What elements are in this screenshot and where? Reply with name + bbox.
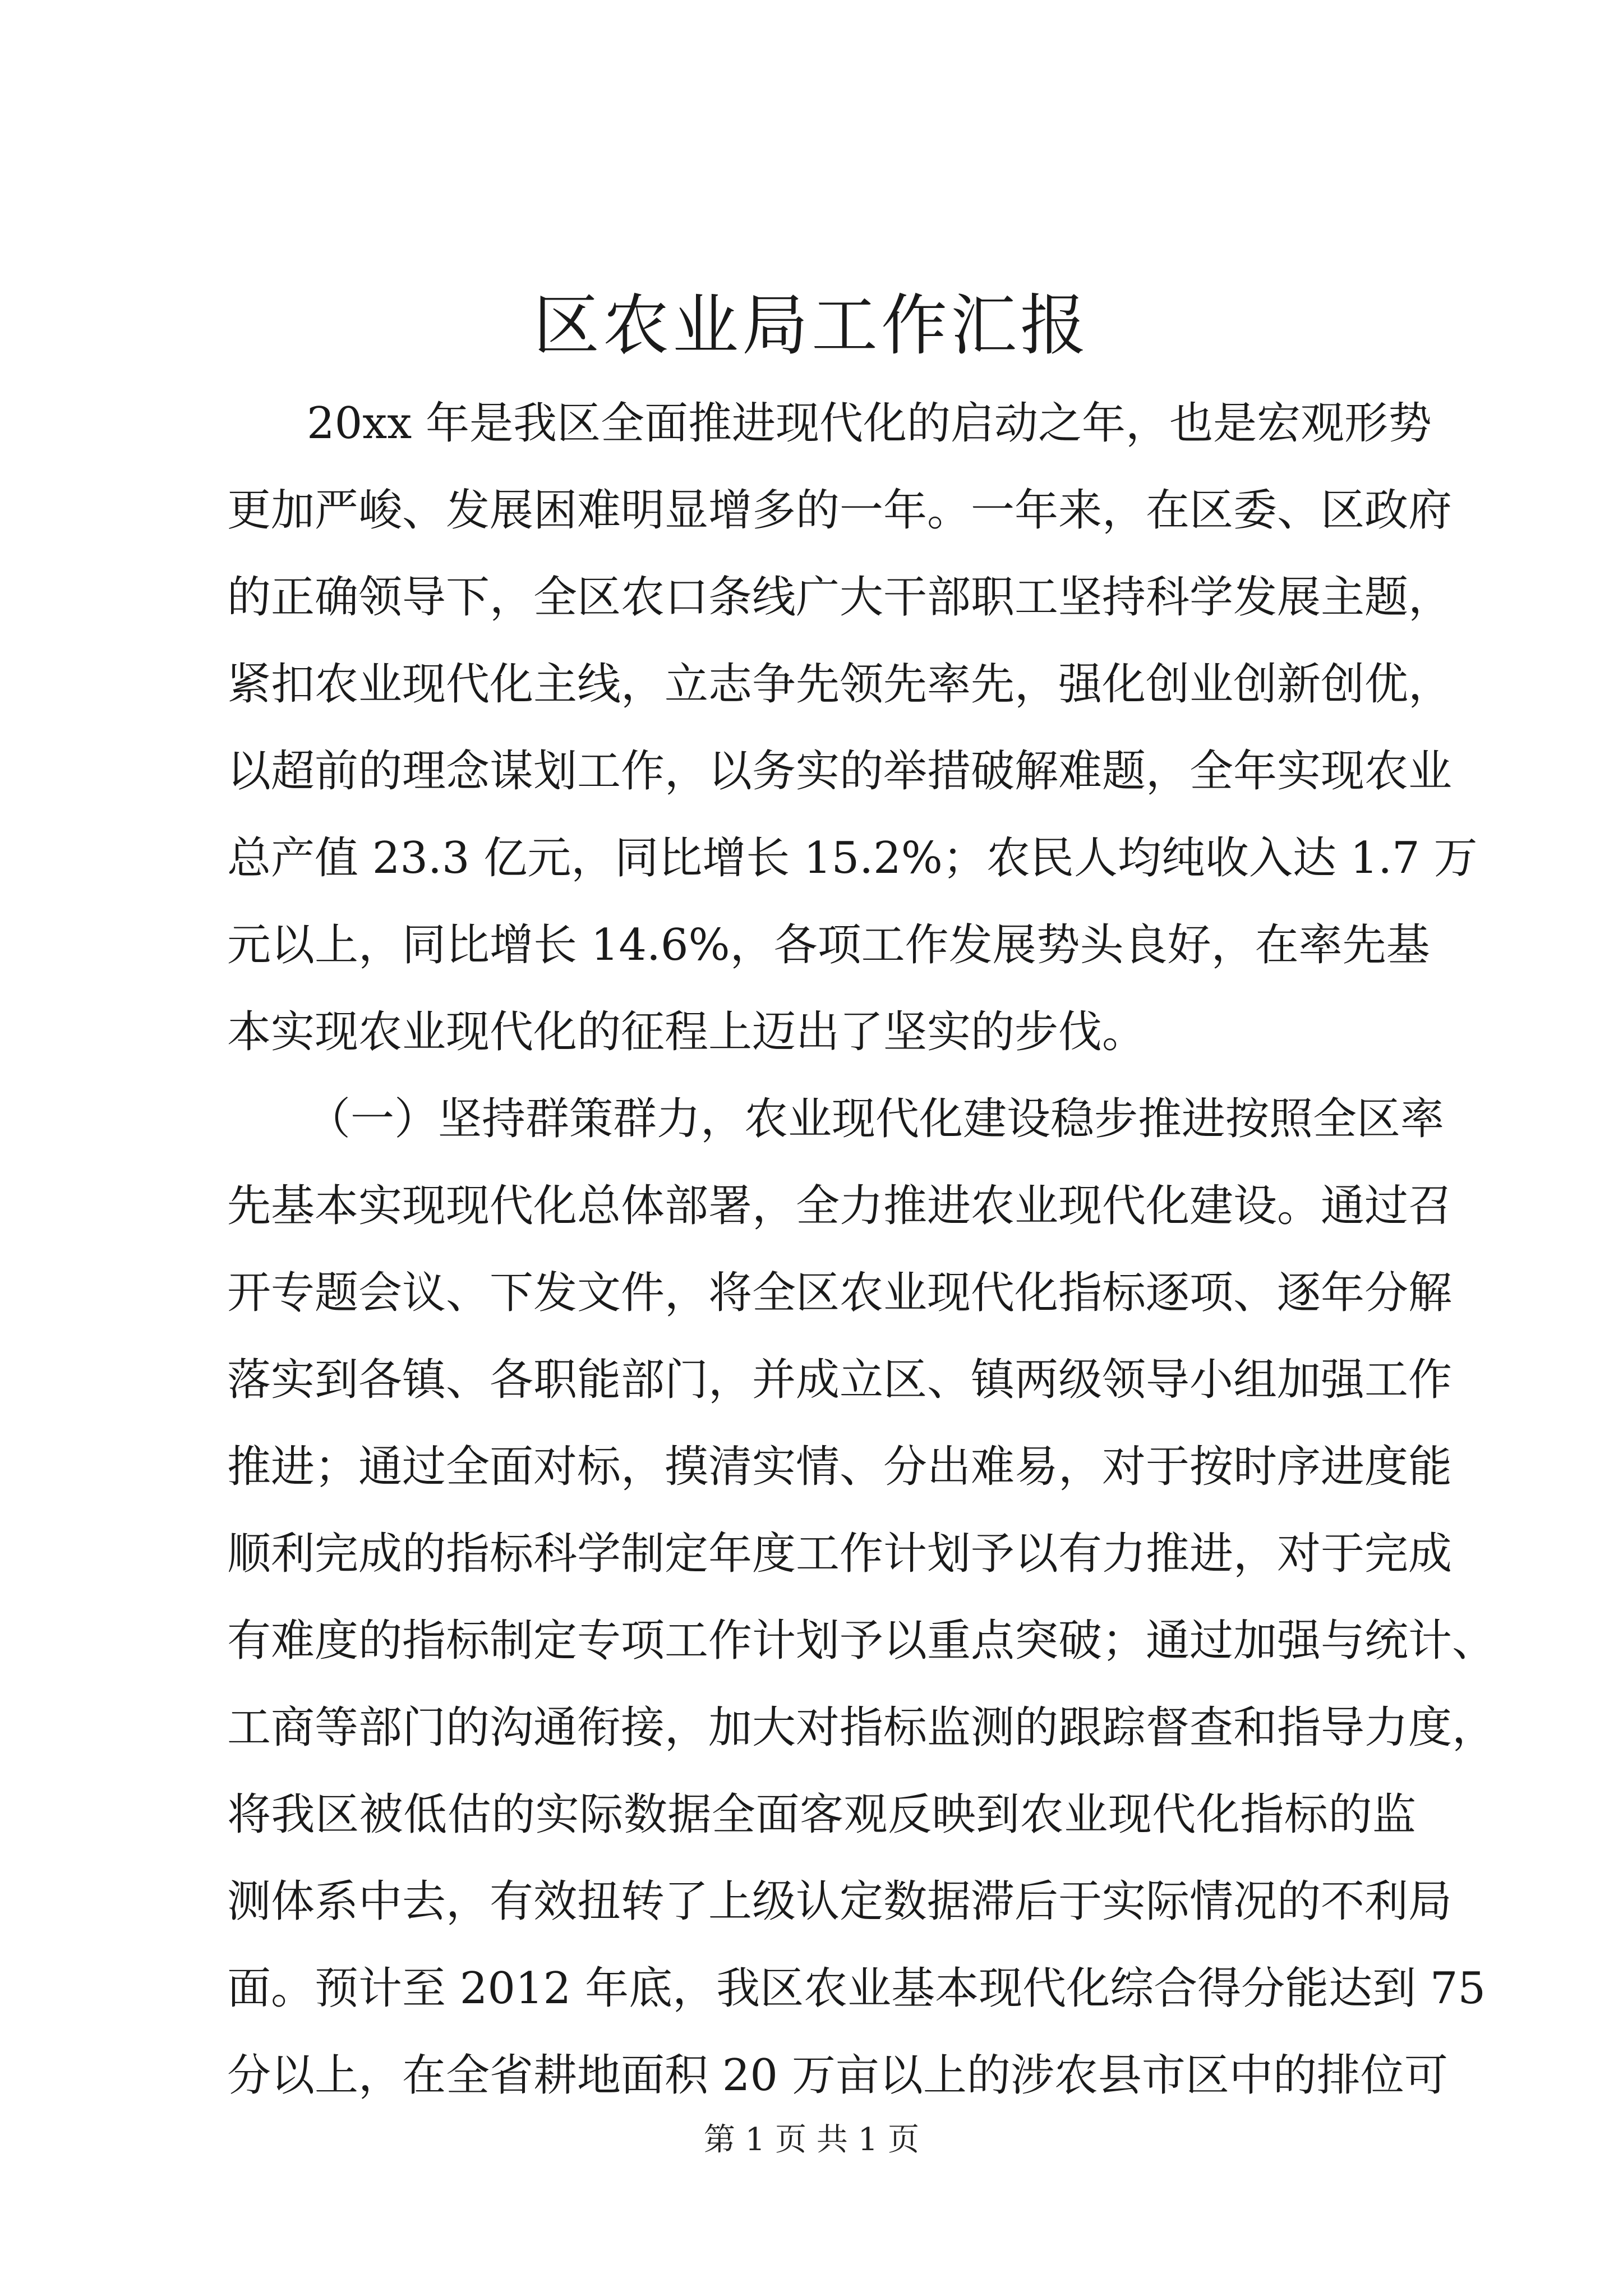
paragraph-1-line-2: 更加严峻、发展困难明显增多的一年。一年来，在区委、区政府 xyxy=(227,485,1453,536)
paragraph-2-line-7: 有难度的指标制定专项工作计划予以重点突破；通过加强与统计、 xyxy=(227,1616,1496,1666)
paragraph-1-line-1: 20xx 年是我区全面推进现代化的启动之年，也是宏观形势 xyxy=(307,398,1432,449)
paragraph-1-line-8: 本实现农业现代化的征程上迈出了坚实的步伐。 xyxy=(227,1007,1146,1057)
paragraph-2-line-2: 先基本实现现代化总体部署，全力推进农业现代化建设。通过召 xyxy=(227,1181,1453,1231)
paragraph-1-line-6: 总产值 23.3 亿元，同比增长 15.2%；农民人均纯收入达 1.7 万 xyxy=(227,833,1478,884)
document-title: 区农业局工作汇报 xyxy=(533,287,1090,364)
paragraph-2-line-4: 落实到各镇、各职能部门，并成立区、镇两级领导小组加强工作 xyxy=(227,1355,1453,1405)
paragraph-2-line-10: 测体系中去，有效扭转了上级认定数据滞后于实际情况的不利局 xyxy=(227,1876,1453,1927)
paragraph-1-line-5: 以超前的理念谋划工作，以务实的举措破解难题，全年实现农业 xyxy=(227,746,1453,797)
paragraph-2-line-8: 工商等部门的沟通衔接，加大对指标监测的跟踪督查和指导力度， xyxy=(227,1703,1496,1753)
paragraph-2-line-12: 分以上，在全省耕地面积 20 万亩以上的涉农县市区中的排位可 xyxy=(227,2050,1448,2101)
paragraph-2-line-9: 将我区被低估的实际数据全面客观反映到农业现代化指标的监 xyxy=(227,1789,1416,1840)
paragraph-2-line-5: 推进；通过全面对标，摸清实情、分出难易，对于按时序进度能 xyxy=(227,1442,1453,1492)
paragraph-1-line-7: 元以上，同比增长 14.6%，各项工作发展势头良好，在率先基 xyxy=(227,920,1430,970)
paragraph-1-line-4: 紧扣农业现代化主线，立志争先领先率先，强化创业创新创优， xyxy=(227,659,1453,710)
paragraph-2-line-11: 面。预计至 2012 年底，我区农业基本现代化综合得分能达到 75 xyxy=(227,1963,1486,2014)
paragraph-2-line-3: 开专题会议、下发文件，将全区农业现代化指标逐项、逐年分解 xyxy=(227,1268,1453,1318)
page-footer: 第 1 页 共 1 页 xyxy=(703,2122,920,2158)
paragraph-1-line-3: 的正确领导下，全区农口条线广大干部职工坚持科学发展主题， xyxy=(227,572,1453,623)
paragraph-2-line-1: （一）坚持群策群力，农业现代化建设稳步推进按照全区率 xyxy=(307,1094,1445,1144)
paragraph-2-line-6: 顺利完成的指标科学制定年度工作计划予以有力推进，对于完成 xyxy=(227,1529,1453,1579)
